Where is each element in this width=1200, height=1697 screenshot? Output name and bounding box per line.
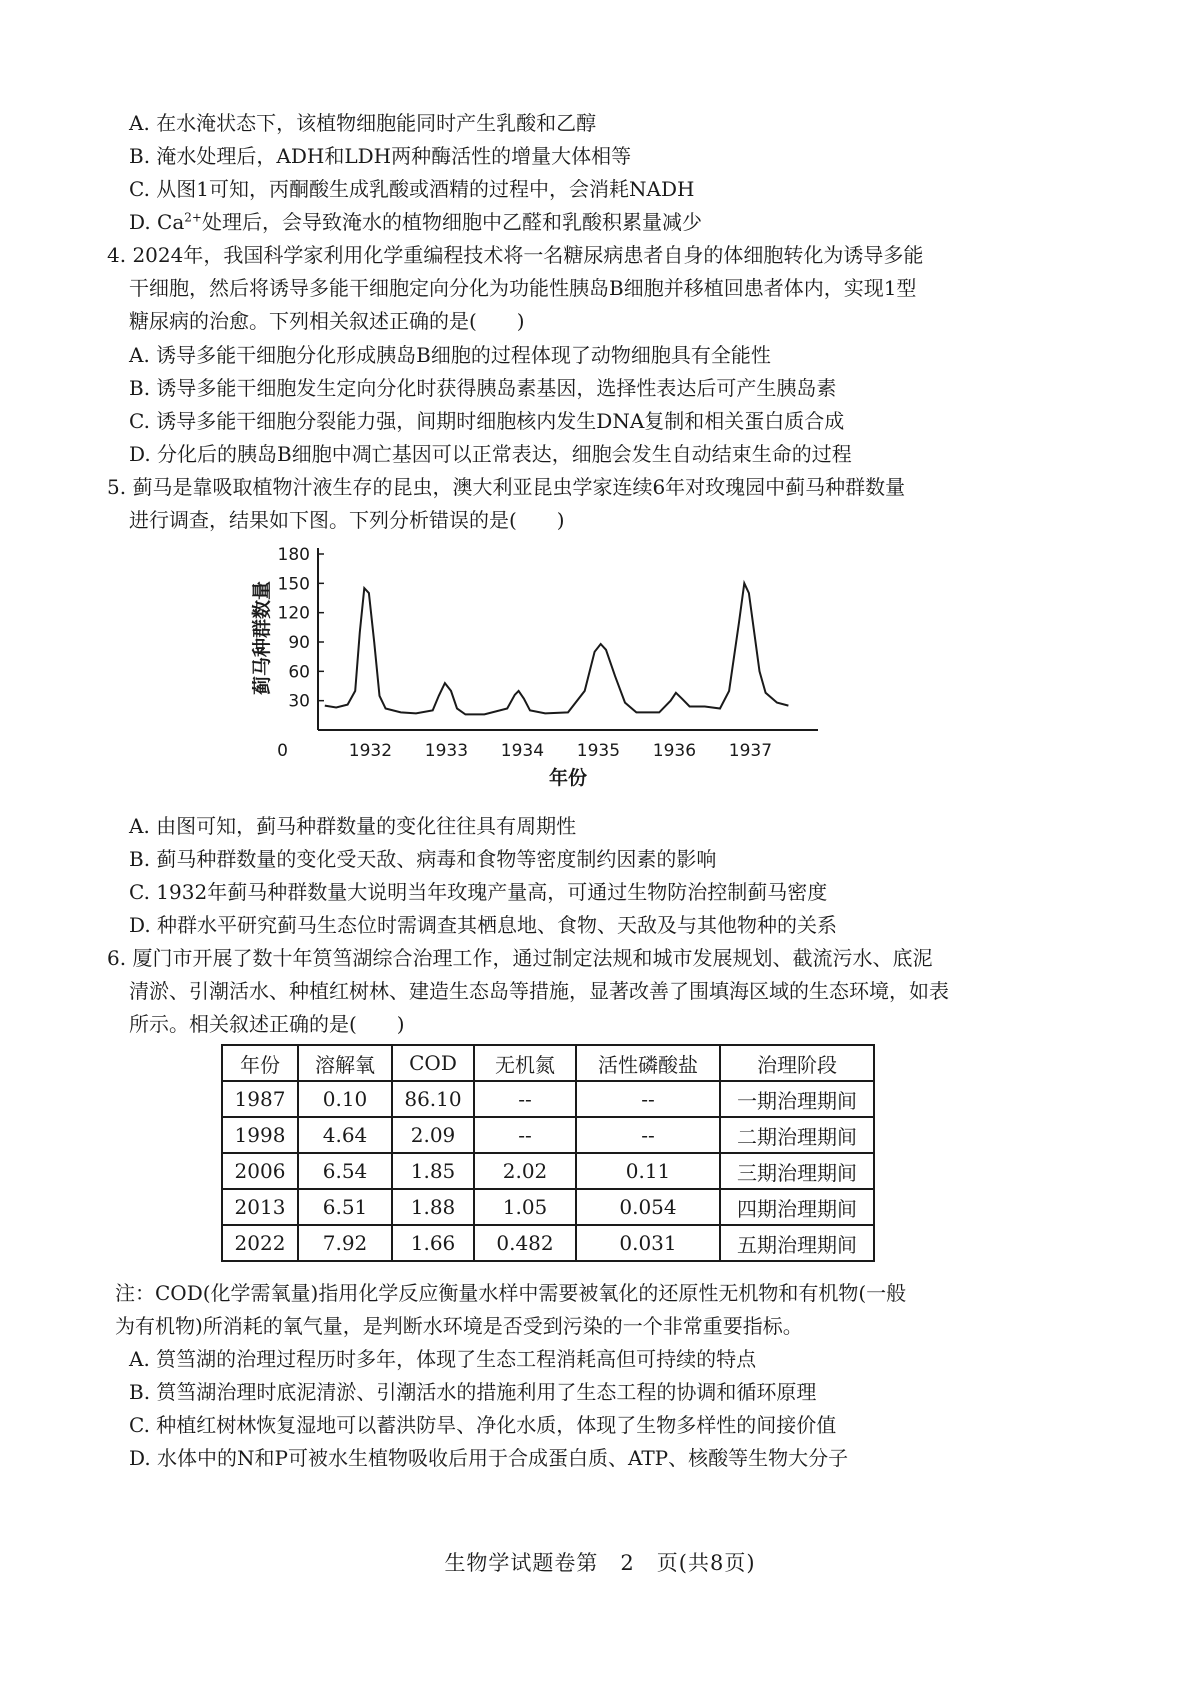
thrips-population-chart [240, 538, 840, 792]
table-cell: 1.85 [392, 1153, 474, 1189]
x-tick-label: 1934 [500, 741, 545, 761]
table-cell: 一期治理期间 [720, 1081, 874, 1117]
q6-note-line1: 注：COD(化学需氧量)指用化学反应衡量水样中需要被氧化的还原性无机物和有机物(一般 [115, 1281, 907, 1305]
x-tick-label: 1933 [424, 741, 469, 761]
q5-option-b: B. 蓟马种群数量的变化受天敌、病毒和食物等密度制约因素的影响 [129, 847, 717, 871]
table-cell: 7.92 [298, 1225, 392, 1261]
q6-stem-line3: 所示。相关叙述正确的是( ) [129, 1012, 405, 1036]
table-cell: 三期治理期间 [720, 1153, 874, 1189]
q6-option-d: D. 水体中的N和P可被水生植物吸收后用于合成蛋白质、ATP、核酸等生物大分子 [129, 1446, 849, 1470]
table-cell: 86.10 [392, 1081, 474, 1117]
table-header-row [222, 1045, 874, 1081]
q4-stem-line2: 干细胞，然后将诱导多能干细胞定向分化为功能性胰岛B细胞并移植回患者体内，实现1型 [129, 276, 917, 300]
y-tick-label: 60 [288, 662, 310, 683]
q3-option-d: D. $Ca^{2+}$处理后，会导致淹水的植物细胞中乙醛和乳酸积累量减少 [129, 210, 702, 234]
table-row [222, 1117, 874, 1153]
table-cell: 2022 [222, 1225, 298, 1261]
q6-option-b: B. 筼筜湖治理时底泥清淤、引潮活水的措施利用了生态工程的协调和循环原理 [129, 1380, 817, 1404]
table-header: 年份 [222, 1045, 298, 1081]
population-series-line [325, 583, 789, 714]
y-tick-label: 180 [277, 545, 310, 565]
table-cell: 1998 [222, 1117, 298, 1153]
table-cell: 0.10 [298, 1081, 392, 1117]
q5-option-a: A. 由图可知，蓟马种群数量的变化往往具有周期性 [129, 814, 577, 838]
x-tick-label: 1935 [576, 741, 621, 761]
y-tick-label: 120 [277, 603, 310, 624]
lake-water-quality-table [221, 1044, 875, 1262]
q4-option-b: B. 诱导多能干细胞发生定向分化时获得胰岛素基因，选择性表达后可产生胰岛素 [129, 376, 837, 400]
table-cell: 1.88 [392, 1189, 474, 1225]
y-tick-label: 0 [277, 741, 288, 761]
q3-option-a: A. 在水淹状态下，该植物细胞能同时产生乳酸和乙醇 [129, 111, 597, 135]
q4-stem-line1: 4. 2024年，我国科学家利用化学重编程技术将一名糖尿病患者自身的体细胞转化为诱导多能 [107, 243, 924, 267]
y-tick-label: 30 [288, 691, 310, 712]
table-cell: 0.031 [576, 1225, 720, 1261]
table-cell: 0.482 [474, 1225, 576, 1261]
table-cell: 0.11 [576, 1153, 720, 1189]
table-cell: 1987 [222, 1081, 298, 1117]
table-cell: -- [474, 1081, 576, 1117]
x-tick-label: 1937 [728, 741, 773, 761]
table-cell: 6.51 [298, 1189, 392, 1225]
x-tick-label: 1936 [652, 741, 697, 761]
table-cell: 五期治理期间 [720, 1225, 874, 1261]
q6-option-a: A. 筼筜湖的治理过程历时多年，体现了生态工程消耗高但可持续的特点 [129, 1347, 757, 1371]
table-header: 活性磷酸盐 [576, 1045, 720, 1081]
table-row [222, 1153, 874, 1189]
table-row [222, 1225, 874, 1261]
table-cell: -- [576, 1081, 720, 1117]
x-axis-label: 年份 [548, 767, 588, 789]
table-row [222, 1081, 874, 1117]
table-cell: 2.02 [474, 1153, 576, 1189]
q5-option-c: C. 1932年蓟马种群数量大说明当年玫瑰产量高，可通过生物防治控制蓟马密度 [129, 880, 828, 904]
q6-note-line2: 为有机物)所消耗的氧气量，是判断水环境是否受到污染的一个非常重要指标。 [115, 1314, 803, 1338]
q6-option-c: C. 种植红树林恢复湿地可以蓄洪防旱、净化水质，体现了生物多样性的间接价值 [129, 1413, 837, 1437]
q3-option-c: C. 从图1可知，丙酮酸生成乳酸或酒精的过程中，会消耗NADH [129, 177, 695, 201]
table-cell: 6.54 [298, 1153, 392, 1189]
q5-stem-line1: 5. 蓟马是靠吸取植物汁液生存的昆虫，澳大利亚昆虫学家连续6年对玫瑰园中蓟马种群数量 [107, 475, 906, 499]
table-cell: 1.66 [392, 1225, 474, 1261]
table-cell: 1.05 [474, 1189, 576, 1225]
y-tick-label: 150 [277, 574, 310, 595]
q4-option-c: C. 诱导多能干细胞分裂能力强，间期时细胞核内发生DNA复制和相关蛋白质合成 [129, 409, 845, 433]
chart-axes [318, 548, 818, 730]
table-cell: -- [576, 1117, 720, 1153]
table-cell: 2.09 [392, 1117, 474, 1153]
table-row [222, 1189, 874, 1225]
table-cell: -- [474, 1117, 576, 1153]
table-cell: 2006 [222, 1153, 298, 1189]
q4-option-d: D. 分化后的胰岛B细胞中凋亡基因可以正常表达，细胞会发生自动结束生命的过程 [129, 442, 852, 466]
q4-option-a: A. 诱导多能干细胞分化形成胰岛B细胞的过程体现了动物细胞具有全能性 [129, 343, 771, 367]
table-cell: 四期治理期间 [720, 1189, 874, 1225]
table-header: 溶解氧 [298, 1045, 392, 1081]
q4-stem-line3: 糖尿病的治愈。下列相关叙述正确的是( ) [129, 309, 525, 333]
table-header: COD [392, 1045, 474, 1081]
q5-stem-line2: 进行调查，结果如下图。下列分析错误的是( ) [129, 508, 565, 532]
x-tick-label: 1932 [348, 741, 393, 761]
y-axis-label: 蓟马种群数量 [251, 580, 273, 696]
q5-option-d: D. 种群水平研究蓟马生态位时需调查其栖息地、食物、天敌及与其他物种的关系 [129, 913, 838, 937]
table-cell: 4.64 [298, 1117, 392, 1153]
page-footer: 生物学试题卷第 2 页(共8页) [444, 1551, 756, 1575]
y-tick-label: 90 [288, 633, 310, 653]
table-cell: 二期治理期间 [720, 1117, 874, 1153]
table-header: 治理阶段 [720, 1045, 874, 1081]
q3-option-b: B. 淹水处理后，ADH和LDH两种酶活性的增量大体相等 [129, 144, 632, 168]
q6-stem-line1: 6. 厦门市开展了数十年筼筜湖综合治理工作，通过制定法规和城市发展规划、截流污水、底泥 [107, 946, 933, 970]
chart-ticks [277, 545, 772, 761]
q6-stem-line2: 清淤、引潮活水、种植红树林、建造生态岛等措施，显著改善了围填海区域的生态环境，如表 [129, 979, 949, 1003]
table-cell: 2013 [222, 1189, 298, 1225]
table-header: 无机氮 [474, 1045, 576, 1081]
table-cell: 0.054 [576, 1189, 720, 1225]
